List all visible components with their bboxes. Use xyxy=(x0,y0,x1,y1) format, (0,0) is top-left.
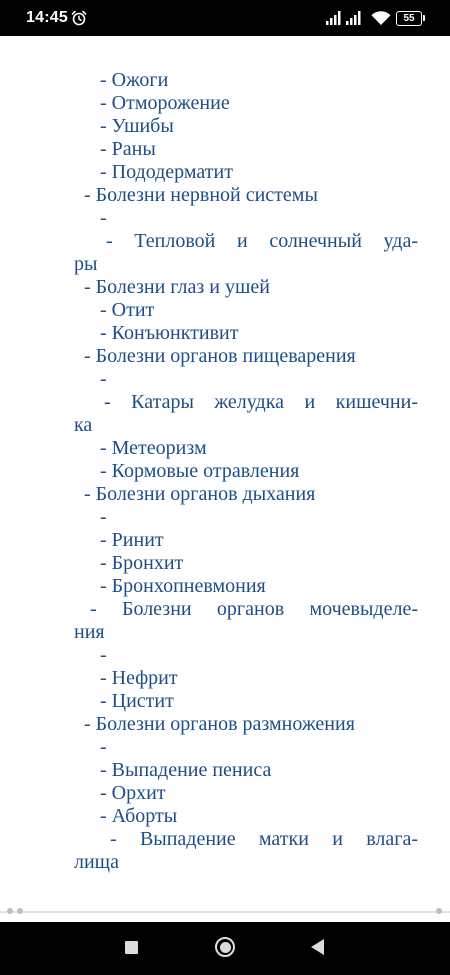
recents-icon[interactable] xyxy=(125,941,138,954)
list-item: - xyxy=(100,644,107,666)
list-item: - Бронхит xyxy=(100,552,184,574)
list-item: - Аборты xyxy=(100,805,178,827)
list-item: - Катары желудка и кишечни- xyxy=(104,391,418,413)
list-item: лища xyxy=(74,851,119,873)
list-item: - Метеоризм xyxy=(100,437,207,459)
scroll-dot xyxy=(7,908,13,914)
list-item: - Ушибы xyxy=(100,115,174,137)
list-item: - Отморожение xyxy=(100,92,230,114)
list-item: - Кормовые отравления xyxy=(100,460,300,482)
list-item: - xyxy=(100,207,107,229)
list-item: - Выпадение пениса xyxy=(100,759,272,781)
scroll-dot xyxy=(17,908,23,914)
section-heading: - Болезни глаз и ушей xyxy=(84,276,270,298)
list-item: - xyxy=(100,506,107,528)
document-page[interactable] xyxy=(0,36,450,911)
section-heading: - Болезни органов дыхания xyxy=(84,483,316,505)
section-heading: ния xyxy=(74,621,105,643)
alarm-icon xyxy=(71,10,87,31)
list-item: - Выпадение матки и влага- xyxy=(110,828,418,850)
battery-level: 55 xyxy=(403,13,415,24)
list-item: ка xyxy=(74,414,93,436)
battery-tip xyxy=(423,15,425,21)
signal-icon xyxy=(326,11,342,30)
list-item: - Нефрит xyxy=(100,667,178,689)
back-icon[interactable] xyxy=(311,939,324,955)
list-item: - Раны xyxy=(100,138,156,160)
section-heading: - Болезни нервной системы xyxy=(84,184,318,206)
list-item: - Ринит xyxy=(100,529,164,551)
list-item: - Тепловой и солнечный уда- xyxy=(106,230,418,252)
section-heading: - Болезни органов размножения xyxy=(84,713,355,735)
wifi-icon xyxy=(371,11,391,31)
list-item: - Бронхопневмония xyxy=(100,575,266,597)
list-item: - Цистит xyxy=(100,690,174,712)
signal-icon xyxy=(346,11,362,30)
list-item: - xyxy=(100,736,107,758)
status-bar xyxy=(0,0,450,36)
home-icon-inner xyxy=(220,942,231,953)
list-item: - Ожоги xyxy=(100,69,169,91)
list-item: - Отит xyxy=(100,299,155,321)
list-item: - xyxy=(100,368,107,390)
list-item: - Конъюнктивит xyxy=(100,322,239,344)
scroll-dot xyxy=(436,908,442,914)
list-item: ры xyxy=(74,253,98,275)
battery-icon xyxy=(396,11,422,26)
section-heading: - Болезни органов пищеварения xyxy=(84,345,356,367)
scroll-track[interactable] xyxy=(0,911,450,913)
section-heading: - Болезни органов мочевыделе- xyxy=(90,598,418,620)
list-item: - Орхит xyxy=(100,782,166,804)
status-time: 14:45 xyxy=(26,9,68,26)
list-item: - Пододерматит xyxy=(100,161,233,183)
